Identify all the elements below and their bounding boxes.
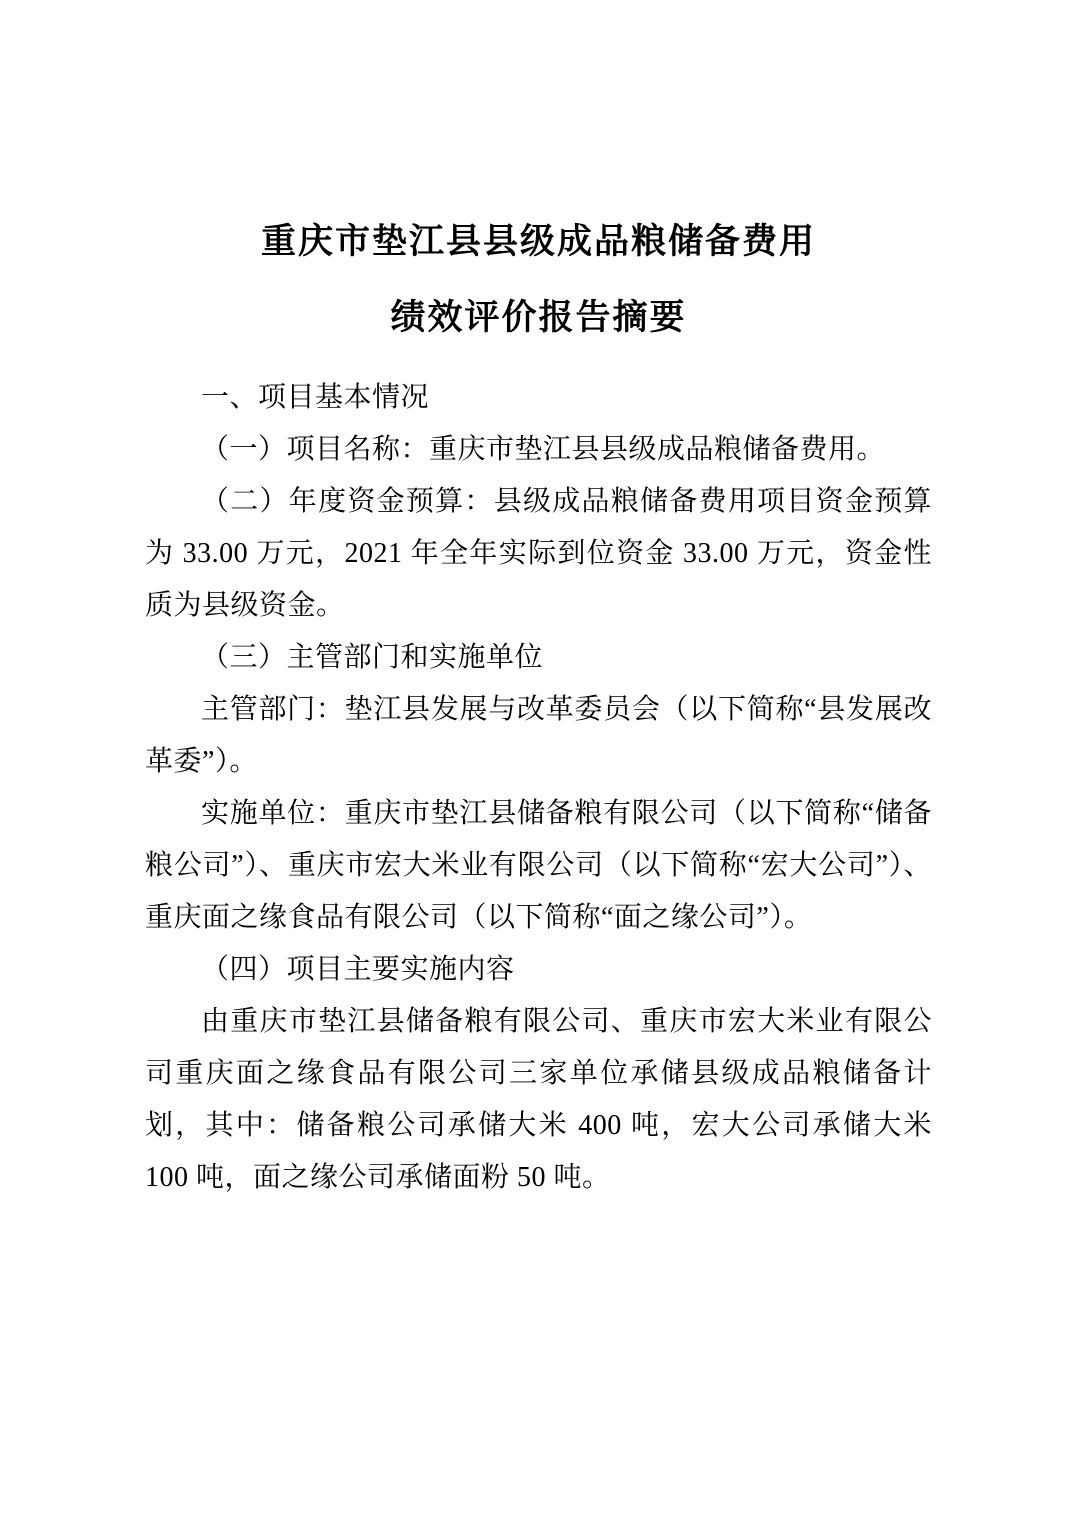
paragraph-departments-heading: （三）主管部门和实施单位 [201, 642, 544, 673]
document-title [145, 204, 932, 356]
paragraph-implementing-units: 实施单位：重庆市垫江县储备粮有限公司（以下简称“储备粮公司”）、重庆市宏大米业有限公司（以下简称“宏大公司”）、重庆面之缘食品有限公司（以下简称“面之缘公司”）。 [145, 798, 932, 933]
document-body [145, 372, 932, 1204]
document-title-line-2: 绩效评价报告摘要 [390, 298, 687, 337]
paragraph-annual-budget: （二）年度资金预算：县级成品粮储备费用项目资金预算为 33.00 万元，2021 年全年实际到位资金 33.00 万元，资金性质为县级资金。 [145, 486, 932, 621]
paragraph-competent-department: 主管部门：垫江县发展与改革委员会（以下简称“县发展改革委”）。 [145, 694, 932, 777]
paragraph-main-content: 由重庆市垫江县储备粮有限公司、重庆市宏大米业有限公司重庆面之缘食品有限公司三家单位承储县级成品粮储备计划，其中：储备粮公司承储大米 400 吨，宏大公司承储大米 100 吨，面之缘公司承储面粉 50 吨。 [145, 1006, 932, 1193]
paragraph-main-content-heading: （四）项目主要实施内容 [201, 954, 515, 985]
paragraph-section-1-heading: 一、项目基本情况 [201, 382, 430, 413]
document-title-line-1: 重庆市垫江县县级成品粮储备费用 [260, 222, 816, 261]
paragraph-project-name: （一）项目名称：重庆市垫江县县级成品粮储备费用。 [201, 434, 886, 465]
